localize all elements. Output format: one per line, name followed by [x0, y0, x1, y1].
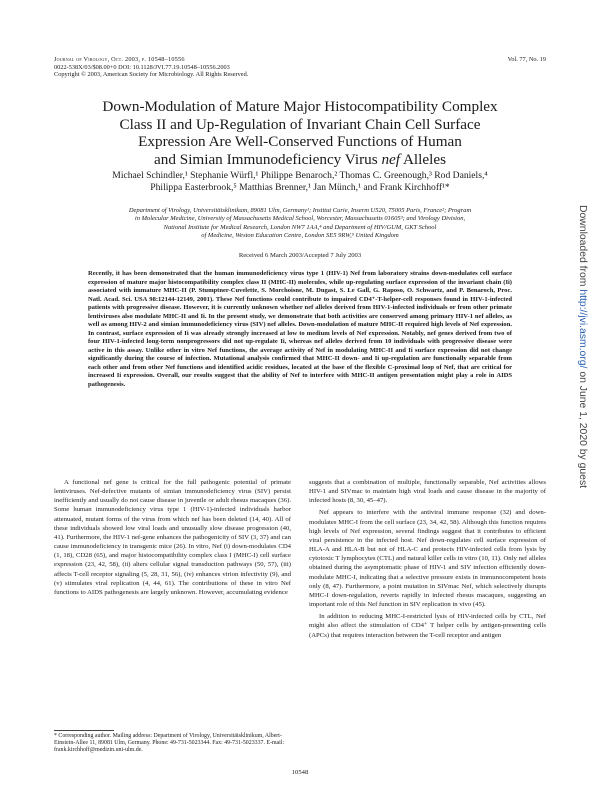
- affiliation-line: in Molecular Medicine, University of Massachusetts Medical School, Worcester, Massachusetts 01605³; and Virology Division,: [134, 215, 466, 223]
- author-list: [54, 170, 546, 194]
- title-line: Expression Are Well-Conserved Functions of Human: [138, 133, 462, 151]
- body-paragraph: Nef appears to interfere with the antiviral immune response (32) and down-modulates MHC-I from the cell surface (23, 34, 42, 58). Although this function requires high levels of Nef expression, several findings suggest that it contributes to efficient viral persistence in the infected host. Nef down-regulates cell surface expression of HLA-A and HLA-B but not of HLA-C and protects HIV-infected cells from lysis by cytotoxic T lymphocytes (CTL) and natural killer cells in vitro (10, 11). Only nef alleles obtained during the asymptomatic phase of HIV-1 and SIV infection efficiently down-modulate MHC-I, indicating that a selective pressure exists in immunocompetent hosts only (8, 47). Furthermore, a point mutation in SIVmac Nef, which selectively disrupts MHC-I down-regulation, reverts rapidly in infected rhesus macaques, suggesting an important role of this Nef function in SIV replication in vivo (45).: [309, 509, 546, 609]
- download-stamp: [577, 205, 588, 505]
- body-paragraph: suggests that a combination of multiple, functionally separable, Nef activities allows HIV-1 and SIVmac to maintain high viral loads and cause disease in the majority of infected hosts (8, 30, 45–47).: [309, 479, 546, 505]
- received-dates: Received 6 March 2003/Accepted 7 July 2003: [238, 252, 362, 259]
- volume-issue: Vol. 77, No. 19: [507, 56, 546, 63]
- title-line: [54, 151, 546, 169]
- journal-link[interactable]: http://jvi.asm.org/: [577, 289, 588, 369]
- author-line: Philippa Easterbrook,⁵ Matthias Brenner,¹ Jan Münch,¹ and Frank Kirchhoff¹*: [150, 182, 450, 194]
- page-number: 10548: [291, 769, 309, 776]
- copyright: Copyright © 2003, American Society for Microbiology. All Rights Reserved.: [54, 71, 249, 79]
- body-paragraph: In addition to reducing MHC-I-restricted lysis of HIV-infected cells by CTL, Nef might also affect the stimulation of CD4⁺ T helper cells by antigen-presenting cells (APCs) that requires interaction between the T-cell receptor and antigen: [309, 613, 546, 639]
- title-text: Alleles: [400, 150, 446, 168]
- title-text: and Simian Immunodeficiency Virus: [154, 150, 382, 168]
- affiliation-line: National Institute for Medical Research, London NW7 1AA,⁴ and Department of HIV/GUM, GKT School: [163, 223, 437, 231]
- body-column-left: [54, 478, 291, 600]
- affiliation-line: Department of Virology, Universitätsklinikum, 89081 Ulm, Germany¹; Institut Curie, Inserm U520, 75005 Paris, France²; Program: [128, 207, 472, 214]
- article-title: [54, 98, 546, 168]
- issn-doi: 0022-538X/03/$08.00+0 DOI: 10.1128/JVI.77.19.10548–10556.2003: [54, 63, 230, 71]
- corresponding-author-footnote: * Corresponding author. Mailing address: Department of Virology, Universitätsklinikum, Albert-Einstein-Allee 11, 89081 Ulm, Germany. Phone: 49-731-5023344. Fax: 49-731-5023337. E-mail: frank.kirchhoff@medizin.uni-ulm.de.: [54, 733, 285, 754]
- footnote-divider: [54, 730, 114, 731]
- title-line: Down-Modulation of Mature Major Histocompatibility Complex: [102, 98, 498, 115]
- stamp-text: Downloaded from: [577, 205, 588, 290]
- body-column-right: [309, 478, 546, 643]
- abstract: Recently, it has been demonstrated that the human immunodeficiency virus type 1 (HIV-1) Nef from laboratory strains down-modulates cell surface expression of mature major histocompatibility complex class II (MHC-II) molecules, while up-regulating surface expression of the invariant chain (Ii) associated with immature MHC-II (P. Stumptner-Cuvelette, S. Morchoisne, M. Dugast, S. Le Gall, G. Raposo, O. Schwartz, and P. Benaroch, Proc. Natl. Acad. Sci. USA 98:12144-12149, 2001). These Nef functions could contribute to impaired CD4⁺-T-helper-cell responses found in HIV-1-infected patients with progressive disease. However, it is currently unknown whether nef alleles derived from HIV-1-infected individuals or from other primate lentiviruses also modulate MHC-II and Ii. In the present study, we demonstrate that both activities are conserved among primary HIV-1 nef alleles, as well as among HIV-2 and simian immunodeficiency virus (SIV) nef alleles. Down-modulation of mature MHC-II required high levels of Nef expression. In contrast, surface expression of Ii was already strongly increased at low to medium levels of Nef expression. Notably, nef genes derived from two of four HIV-1-infected long-term nonprogressors did not up-regulate Ii, whereas nef alleles derived from 10 individuals with progressive disease were active in this assay. Unlike other in vitro Nef functions, the average activity of Nef in modulating MHC-II and Ii surface expression did not change significantly during the course of infection. Mutational analysis confirmed that MHC-II down- and Ii up-regulation are functionally separable from each other and from other Nef functions and identified acidic residues, located at the base of the flexible C-proximal loop of Nef, that are critical for increased Ii expression. Overall, our results suggest that the ability of Nef to interfere with MHC-II antigen presentation might play a role in AIDS pathogenesis.: [88, 270, 512, 388]
- affiliation-line: of Medicine, Weston Education Centre, London SE5 9RW,⁵ United Kingdom: [201, 232, 399, 240]
- title-line: Class II and Up-Regulation of Invariant Chain Cell Surface: [119, 115, 481, 133]
- stamp-text: on June 1, 2020 by guest: [577, 368, 588, 489]
- journal-citation: Journal of Virology, Oct. 2003, p. 10548–10556: [54, 56, 185, 63]
- affiliations: [54, 207, 546, 241]
- author-line: Michael Schindler,¹ Stephanie Würfl,¹ Philippe Benaroch,² Thomas C. Greenough,³ Rod Daniels,⁴: [112, 170, 488, 181]
- journal-header: [54, 56, 546, 79]
- body-paragraph: A functional nef gene is critical for the full pathogenic potential of primate lentiviruses. Nef-defective mutants of simian immunodeficiency virus (SIV) persist inefficiently and usually do not cause disease in juvenile or adult rhesus macaques (36). Some human immunodeficiency virus type 1 (HIV-1)-infected individuals harbor attenuated, mutant forms of the virus from which nef has been deleted (14, 40). All of these individuals showed low viral loads and unusually slow disease progression (40, 41). Furthermore, the HIV-1 nef-gene enhances the pathogenicity of SIV (3, 37) and can cause immunodeficiency in transgenic mice (26). In vitro, Nef (i) down-modulates CD4 (1, 18), CD28 (65), and major histocompatibility complex class I (MHC-I) cell surface expression (23, 42, 58), (ii) alters cellular signal transduction pathways (50, 57), (iii) affects T-cell receptor signaling (5, 28, 31, 56), (iv) enhances virion infectivity (9), and (v) stimulates viral replication (4, 44, 61). The contributions of these in vitro Nef functions to AIDS pathogenesis are largely unknown. However, accumulating evidence: [54, 479, 291, 596]
- gene-name: nef: [381, 150, 400, 168]
